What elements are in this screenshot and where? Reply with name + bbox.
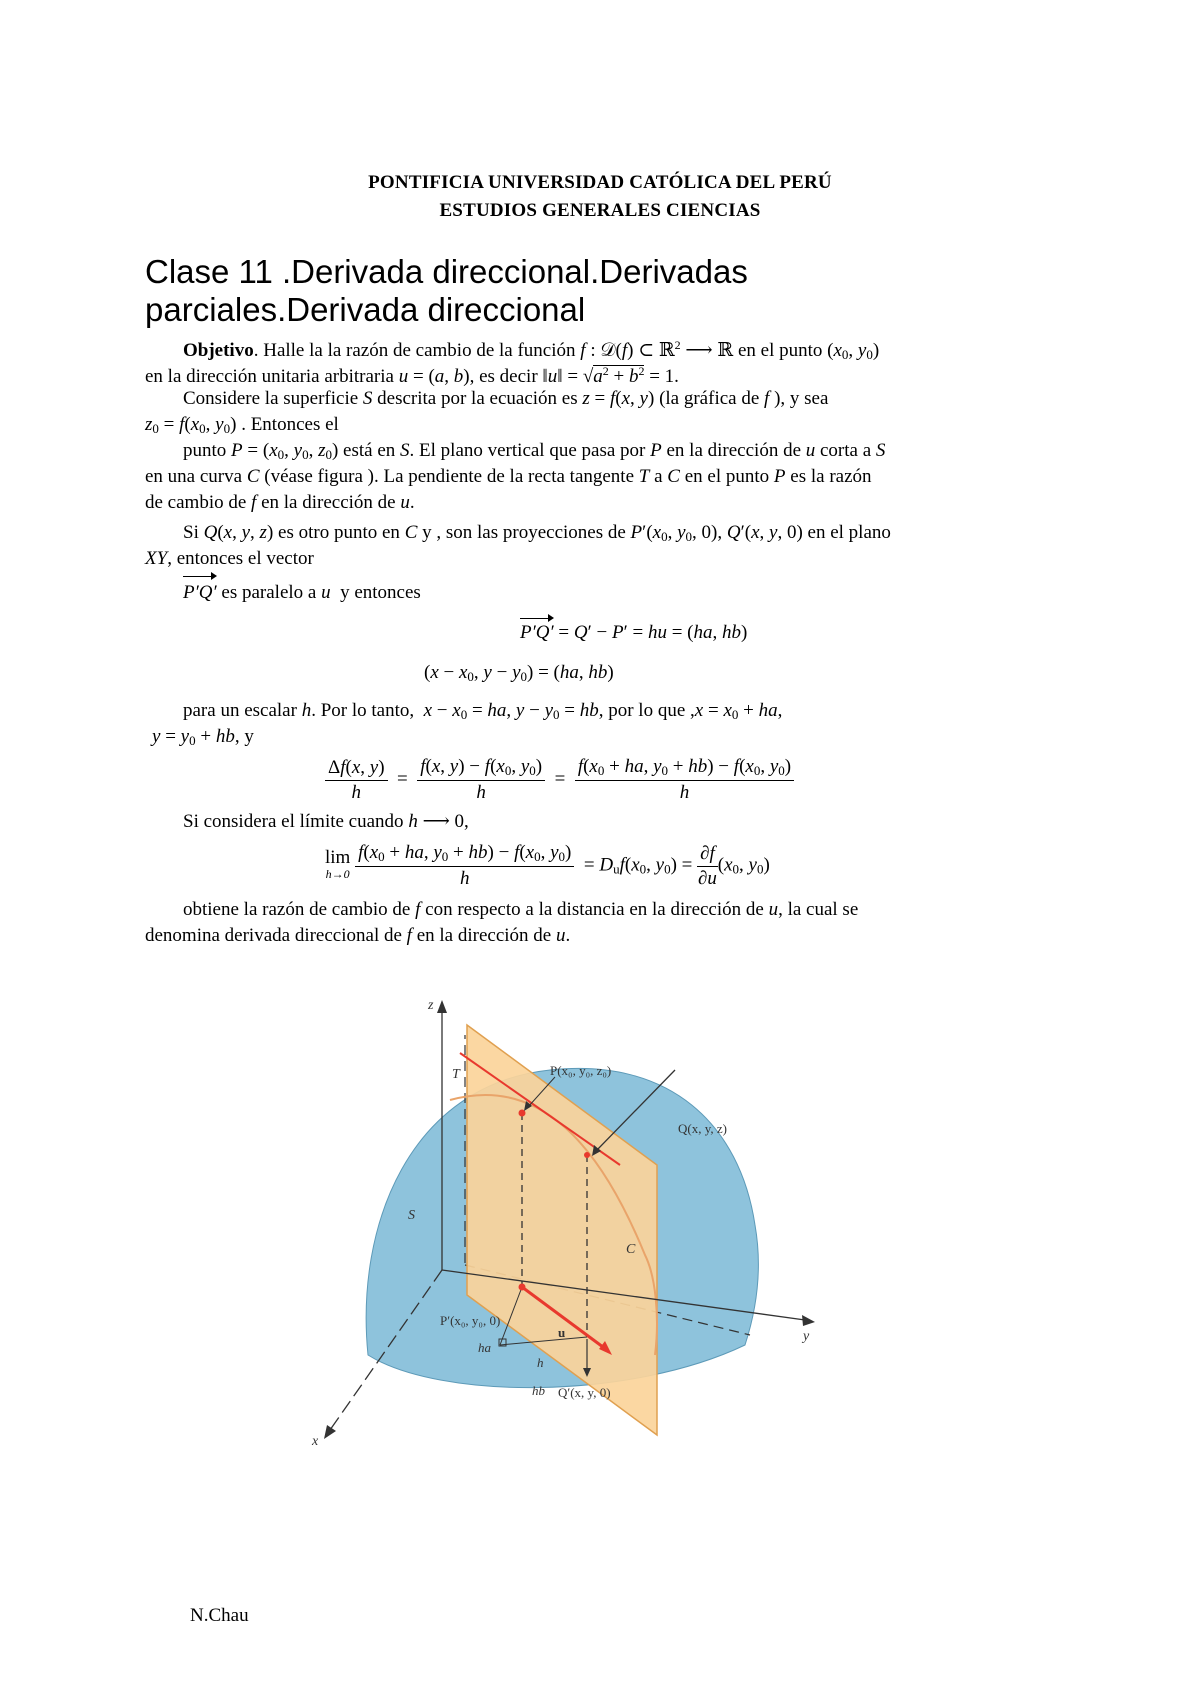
label-x: x (312, 1434, 319, 1449)
label-T: T (452, 1067, 460, 1082)
conclusion-line2: denomina derivada direccional de f en la dirección de u. (145, 925, 571, 946)
scalar-line: para un escalar h. Por lo tanto, $x - x_0$ = ha, $y - y_0$ = hb, por lo que $,x = x_0$ + ha, (183, 700, 783, 722)
projection-line: Si Q(x, y, z) es otro punto en C y , son las proyecciones de $P'(x_0$, $y_0$, 0), Q′(x, y, 0) en el plano (183, 522, 891, 544)
directional-derivative-figure (300, 975, 900, 1475)
xy-plane-line: XY, entonces el vector (145, 548, 314, 569)
label-C: C (626, 1242, 636, 1257)
label-Qprime: Q′(x, y, 0) (558, 1385, 611, 1400)
equation-components: ($x - x_0$, $y - y_0) = (ha$, hb) (424, 662, 614, 684)
page-title-line2: parciales.Derivada direccional (145, 291, 586, 328)
label-S: S (408, 1208, 415, 1223)
objective-label: Objetivo (183, 340, 254, 361)
label-hb: hb (532, 1383, 545, 1398)
z0-line: $z_0 = f(x_0$, $y_0$) . Entonces el (145, 414, 339, 436)
label-P: P(x₀, y₀, z₀) (550, 1063, 612, 1078)
surface-line: Considere la superficie S descrita por la ecuación es z = f(x, y) (la gráfica de f ), y sea (183, 388, 829, 409)
parallel-line: P′Q′ es paralelo a u y entonces (183, 580, 421, 606)
limit-intro-line: Si considera el límite cuando h ⟶ 0, (183, 811, 469, 832)
unit-direction-line: en la dirección unitaria arbitraria u = (a, b), es decir ‖u‖ = $√a^2 + b^2 = 1$. (145, 364, 679, 387)
y-line: $y = y_0$ + hb, y (152, 726, 254, 748)
equation-directional-derivative: lim h→0 $\frac{f(x_0 + ha, y_0 + hb) - f(x_0, y_0)}{h}$ = $D_uf(x_0$, $y_0$) = $\frac{\partial f}{\partial u}$ ($x_0$, $y_0$) (325, 842, 770, 889)
author-footer: N.Chau (190, 1605, 249, 1626)
university-name: PONTIFICIA UNIVERSIDAD CATÓLICA DEL PERÚ (368, 172, 832, 193)
objective-line: Objetivo. Halle la la razón de cambio de la función f : 𝒟(f) ⊂ ℝ$^2$ ⟶ ℝ en el punto ($x_0$, $y_0$) (183, 338, 880, 362)
faculty-name: ESTUDIOS GENERALES CIENCIAS (439, 200, 761, 221)
page-title-line1: Clase 11 .Derivada direccional.Derivadas (145, 253, 748, 290)
label-y: y (803, 1329, 810, 1344)
conclusion-line1: obtiene la razón de cambio de f con respecto a la distancia en la dirección de u, la cual se (183, 899, 859, 920)
rate-line: de cambio de f en la dirección de u. (145, 492, 415, 513)
label-ha: ha (478, 1340, 491, 1355)
label-h: h (537, 1355, 544, 1370)
label-u: u (558, 1325, 566, 1340)
label-Pprime: P′(x₀, y₀, 0) (440, 1313, 501, 1328)
label-z: z (428, 998, 434, 1013)
equation-difference-quotient: $\frac{\Delta f(x, y)}{h}$ = $\frac{f(x, y) - f(x_0, y_0)}{h}$ = $\frac{f(x_0 + ha, y_0 + hb) - f(x_0, y_0)}{h}$ (325, 756, 794, 804)
equation-vector: P′Q′ = Q′ − P′ = hu = (ha, hb) (520, 622, 748, 643)
label-Q: Q(x, y, z) (678, 1121, 727, 1136)
curve-line: en una curva C (véase figura ). La pendiente de la recta tangente T a C en el punto P es la razón (145, 466, 872, 487)
point-P-line: punto $P = (x_0$, $y_0$, $z_0$) está en S. El plano vertical que pasa por P en la dirección de u corta a S (183, 440, 886, 462)
